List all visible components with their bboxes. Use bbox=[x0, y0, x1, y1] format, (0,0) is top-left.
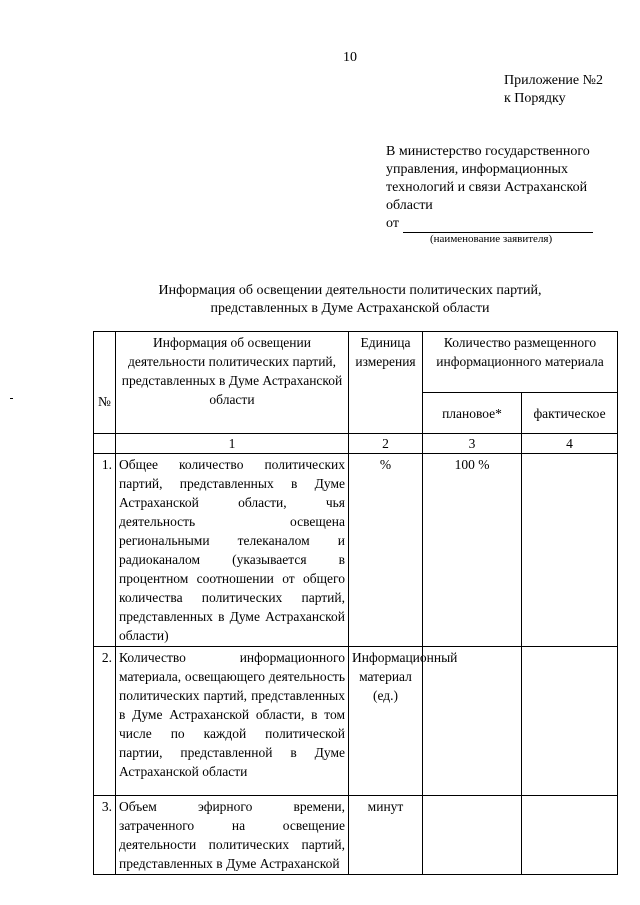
info-table bbox=[93, 331, 618, 875]
header-actual: фактическое bbox=[522, 393, 618, 434]
applicant-note: (наименование заявителя) bbox=[430, 233, 553, 245]
row-number: 3. bbox=[94, 796, 116, 875]
table-row bbox=[94, 796, 618, 875]
addressee-text: В министерство государственного управления, информационных технологий и связи Астраханской области bbox=[386, 144, 590, 213]
row-info: Объем эфирного времени, затраченного на освещение деятельности политических партий, представленных в Думе Астраханской bbox=[116, 796, 349, 875]
row-number: 1. bbox=[94, 454, 116, 647]
table-row bbox=[94, 647, 618, 796]
column-index: 2 bbox=[349, 434, 423, 454]
table-row bbox=[94, 454, 618, 647]
column-index-empty bbox=[94, 434, 116, 454]
header-info: Информация об освещении деятельности политических партий, представленных в Думе Астраханской области bbox=[116, 332, 349, 434]
row-actual bbox=[522, 796, 618, 875]
addressee-block bbox=[386, 143, 626, 233]
row-info: Общее количество политических партий, представленных в Думе Астраханской области, чья деятельность освещена региональными телеканалом и радиоканалом (указывается в процентном соотношении от общего количества политических партий, представленных в Думе Астраханской области) bbox=[116, 454, 349, 647]
applicant-name-blank bbox=[403, 218, 593, 233]
header-planned: плановое* bbox=[423, 393, 522, 434]
from-label: от bbox=[386, 216, 399, 231]
appendix-line-1: Приложение №2 bbox=[504, 73, 603, 88]
column-index: 4 bbox=[522, 434, 618, 454]
row-unit: % bbox=[349, 454, 423, 647]
document-title-line-2: представленных в Думе Астраханской области bbox=[210, 301, 490, 316]
row-info: Количество информационного материала, освещающего деятельность политических партий, представленных в Думе Астраханской области, в том числе по каждой политической партии, представленной в Думе Астраханской области bbox=[116, 647, 349, 796]
row-planned bbox=[423, 647, 522, 796]
row-actual bbox=[522, 454, 618, 647]
row-unit: минут bbox=[349, 796, 423, 875]
row-planned bbox=[423, 796, 522, 875]
appendix-line-2: к Порядку bbox=[504, 91, 566, 106]
document-title bbox=[90, 282, 610, 318]
column-index: 3 bbox=[423, 434, 522, 454]
row-unit: Информационный материал (ед.) bbox=[349, 647, 423, 796]
header-unit: Единица измерения bbox=[349, 332, 423, 434]
column-index-row bbox=[94, 434, 618, 454]
table-header-row bbox=[94, 332, 618, 393]
appendix-block bbox=[504, 72, 603, 108]
column-index: 1 bbox=[116, 434, 349, 454]
from-line bbox=[386, 215, 626, 233]
margin-mark bbox=[10, 398, 13, 399]
page-number: 10 bbox=[343, 50, 357, 65]
document-title-line-1: Информация об освещении деятельности политических партий, bbox=[158, 283, 542, 298]
row-number: 2. bbox=[94, 647, 116, 796]
row-actual bbox=[522, 647, 618, 796]
row-planned: 100 % bbox=[423, 454, 522, 647]
header-quantity: Количество размещенного информационного материала bbox=[423, 332, 618, 393]
header-number: № bbox=[94, 332, 116, 434]
